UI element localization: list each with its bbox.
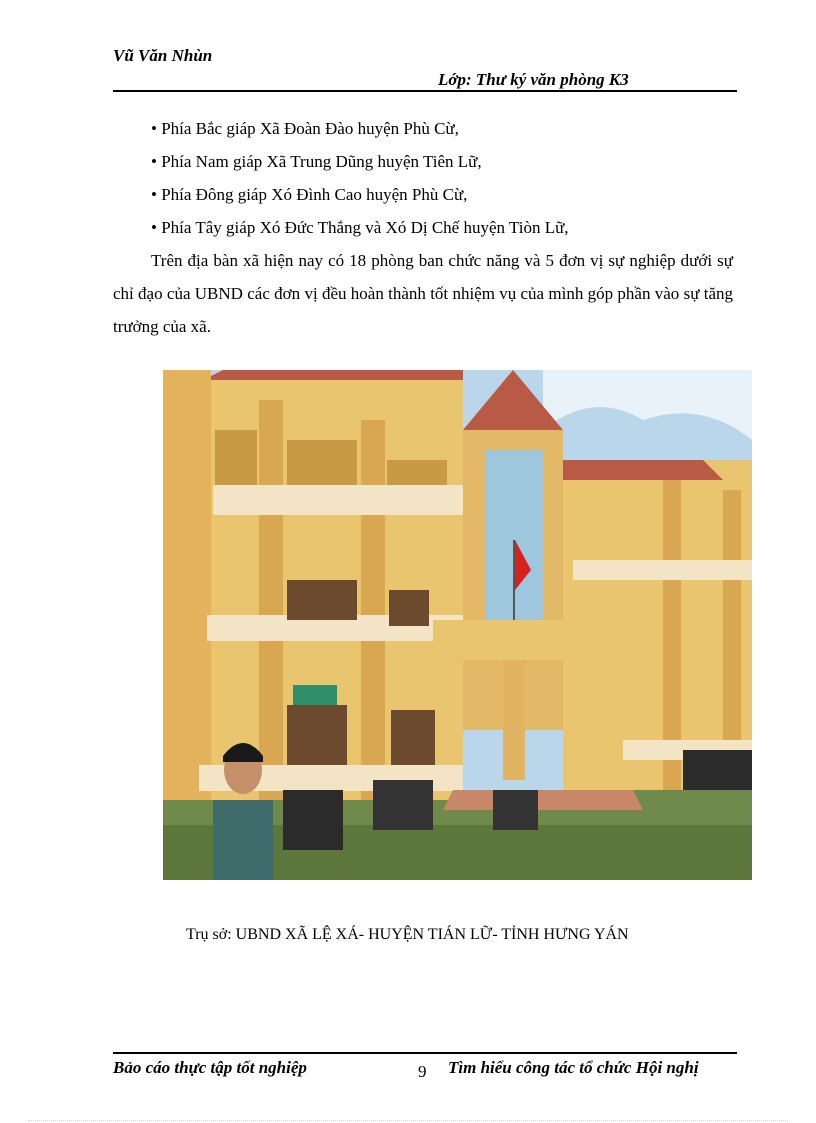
header-class-label: Lớp: Thư ký văn phòng K3 xyxy=(438,70,629,89)
page-edge xyxy=(28,1120,788,1121)
balcony-rail xyxy=(213,485,463,515)
motorbike xyxy=(283,790,343,850)
footer-topic: Tìm hiểu công tác tổ chức Hội nghị xyxy=(448,1058,699,1077)
footer-report-title: Bảo cáo thực tập tốt nghiệp xyxy=(113,1058,307,1077)
building-illustration xyxy=(163,370,752,880)
bullet-north: • Phía Bắc giáp Xã Đoàn Đào huyện Phù Cừ, xyxy=(151,119,459,138)
entrance-steps xyxy=(443,790,643,810)
motorbike xyxy=(683,750,752,790)
bullet-east: • Phía Đông giáp Xó Đình Cao huyện Phù Cừ, xyxy=(151,185,468,204)
column xyxy=(259,400,283,800)
arch-window xyxy=(215,430,257,490)
building-photo xyxy=(163,370,752,880)
figure-caption: Trụ sở: UBND XÃ LỆ XÁ- HUYỆN TIÁN LỮ- TỈNH HƯNG YÁN xyxy=(186,926,629,943)
header-author: Vũ Văn Nhùn xyxy=(113,46,213,65)
page-number: 9 xyxy=(418,1062,427,1081)
signboard xyxy=(293,685,337,705)
body-text xyxy=(113,112,733,343)
left-roof xyxy=(203,370,463,380)
flag-pole xyxy=(513,540,515,620)
window xyxy=(389,590,429,626)
door xyxy=(391,710,435,765)
person-shirt xyxy=(213,800,273,880)
balcony-rail xyxy=(573,560,752,580)
body-paragraph: Trên địa bàn xã hiện nay có 18 phòng ban chức năng và 5 đơn vị sự nghiệp dưới sự chỉ đạo của UBND các đơn vị đều hoàn thành tốt nhiệm vụ của mình góp phần vào sự tăng trưởng của xã. xyxy=(113,251,733,336)
column xyxy=(163,370,211,800)
bullet-west: • Phía Tây giáp Xó Đức Thắng và Xó Dị Chế huyện Tiòn Lữ, xyxy=(151,218,569,237)
portico-column xyxy=(503,660,525,780)
window xyxy=(287,580,357,620)
header-rule xyxy=(113,90,737,92)
column xyxy=(361,420,385,800)
motorbike xyxy=(373,780,433,830)
bullet-south: • Phía Nam giáp Xã Trung Dũng huyện Tiên Lữ, xyxy=(151,152,482,171)
door xyxy=(287,705,347,765)
right-roof xyxy=(563,460,723,480)
footer-rule xyxy=(113,1052,737,1054)
motorbike xyxy=(493,790,538,830)
